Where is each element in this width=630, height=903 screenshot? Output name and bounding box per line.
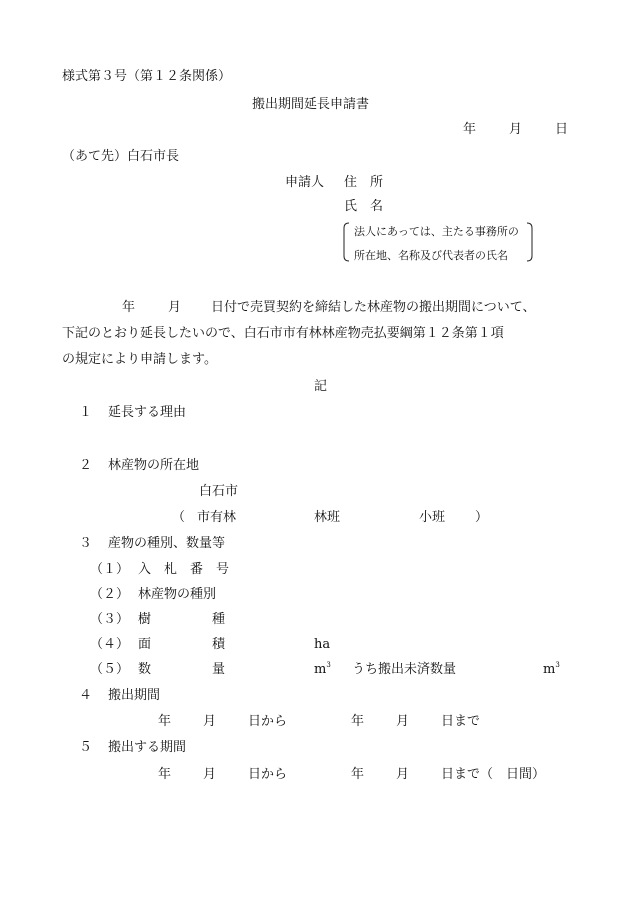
item2-paren-open: （ — [172, 510, 186, 525]
item5-number: ５ — [79, 740, 93, 755]
item3-sub1-number: （１） — [90, 562, 130, 577]
item5-label: 搬出する期間 — [108, 740, 187, 755]
body-line3: の規定により申請します。 — [62, 352, 217, 367]
unit-m: m — [314, 662, 327, 677]
item4-day1: 日から — [248, 714, 288, 729]
unit-m-2: m — [543, 662, 556, 677]
item4-year1: 年 — [158, 714, 172, 729]
item5-year1: 年 — [158, 767, 172, 782]
item3-sub4-char2: 積 — [212, 637, 226, 652]
item3-number: ３ — [79, 536, 93, 551]
item3-sub3-number: （３） — [90, 612, 130, 627]
addressee: （あて先）白石市長 — [62, 149, 180, 164]
item2-forest: 市有林 — [197, 510, 237, 525]
corporate-note-line1: 法人にあっては、主たる事務所の — [354, 225, 519, 238]
item2-han: 林班 — [314, 510, 341, 525]
body-year: 年 — [122, 300, 136, 315]
item3-sub4-char1: 面 — [138, 637, 152, 652]
item3-sub5-number: （５） — [90, 662, 130, 677]
item1-number: １ — [79, 405, 93, 420]
item4-day2: 日まで — [441, 714, 481, 729]
item3-label: 産物の種別、数量等 — [108, 536, 226, 551]
item5-day1: 日から — [248, 767, 288, 782]
item2-paren-close: ） — [475, 510, 489, 525]
item5-year2: 年 — [351, 767, 365, 782]
unit-superscript-2: 3 — [555, 661, 560, 669]
item4-month1: 月 — [203, 714, 217, 729]
form-number: 様式第３号（第１２条関係） — [62, 69, 232, 84]
item3-sub5-char1: 数 — [138, 662, 152, 677]
item4-month2: 月 — [396, 714, 410, 729]
date-year-label: 年 — [463, 122, 477, 137]
item3-sub5-char2: 量 — [212, 662, 226, 677]
item4-year2: 年 — [351, 714, 365, 729]
item5-month2: 月 — [396, 767, 410, 782]
body-month: 月 — [168, 300, 182, 315]
item5-month1: 月 — [203, 767, 217, 782]
item2-shohan: 小班 — [419, 510, 446, 525]
item3-sub4-unit: ha — [314, 637, 331, 652]
unit-superscript: 3 — [326, 661, 331, 669]
item3-sub1-label: 入 札 番 号 — [138, 562, 230, 577]
item3-sub5-unit — [314, 662, 331, 678]
item4-number: ４ — [79, 688, 93, 703]
applicant-name-label: 氏 名 — [344, 199, 384, 214]
item2-number: ２ — [79, 458, 93, 473]
item1-label: 延長する理由 — [108, 405, 187, 420]
item3-sub4-number: （４） — [90, 637, 130, 652]
item4-label: 搬出期間 — [108, 688, 161, 703]
item3-sub3-char2: 種 — [212, 612, 226, 627]
body-line1: 日付で売買契約を締結した林産物の搬出期間について、 — [211, 300, 536, 315]
item3-sub5-unremoved-label: うち搬出未済数量 — [352, 662, 457, 677]
applicant-address-label: 住 所 — [344, 175, 384, 190]
item3-sub5-unit2 — [543, 662, 560, 678]
ki-heading: 記 — [314, 379, 328, 394]
item3-sub3-char1: 樹 — [138, 612, 152, 627]
item5-day2: 日まで（ — [441, 767, 494, 782]
document-title: 搬出期間延長申請書 — [252, 97, 370, 112]
applicant-label: 申請人 — [285, 175, 325, 190]
body-line2: 下記のとおり延長したいので、白石市市有林林産物売払要綱第１２条第１項 — [62, 326, 504, 341]
item2-label: 林産物の所在地 — [108, 458, 200, 473]
item3-sub2-label: 林産物の種別 — [138, 587, 217, 602]
item3-sub2-number: （２） — [90, 587, 130, 602]
date-day-label: 日 — [555, 122, 569, 137]
item5-days: 日間） — [506, 767, 546, 782]
corporate-note-line2: 所在地、名称及び代表者の氏名 — [354, 249, 508, 262]
item2-city: 白石市 — [199, 484, 239, 499]
date-month-label: 月 — [509, 122, 523, 137]
